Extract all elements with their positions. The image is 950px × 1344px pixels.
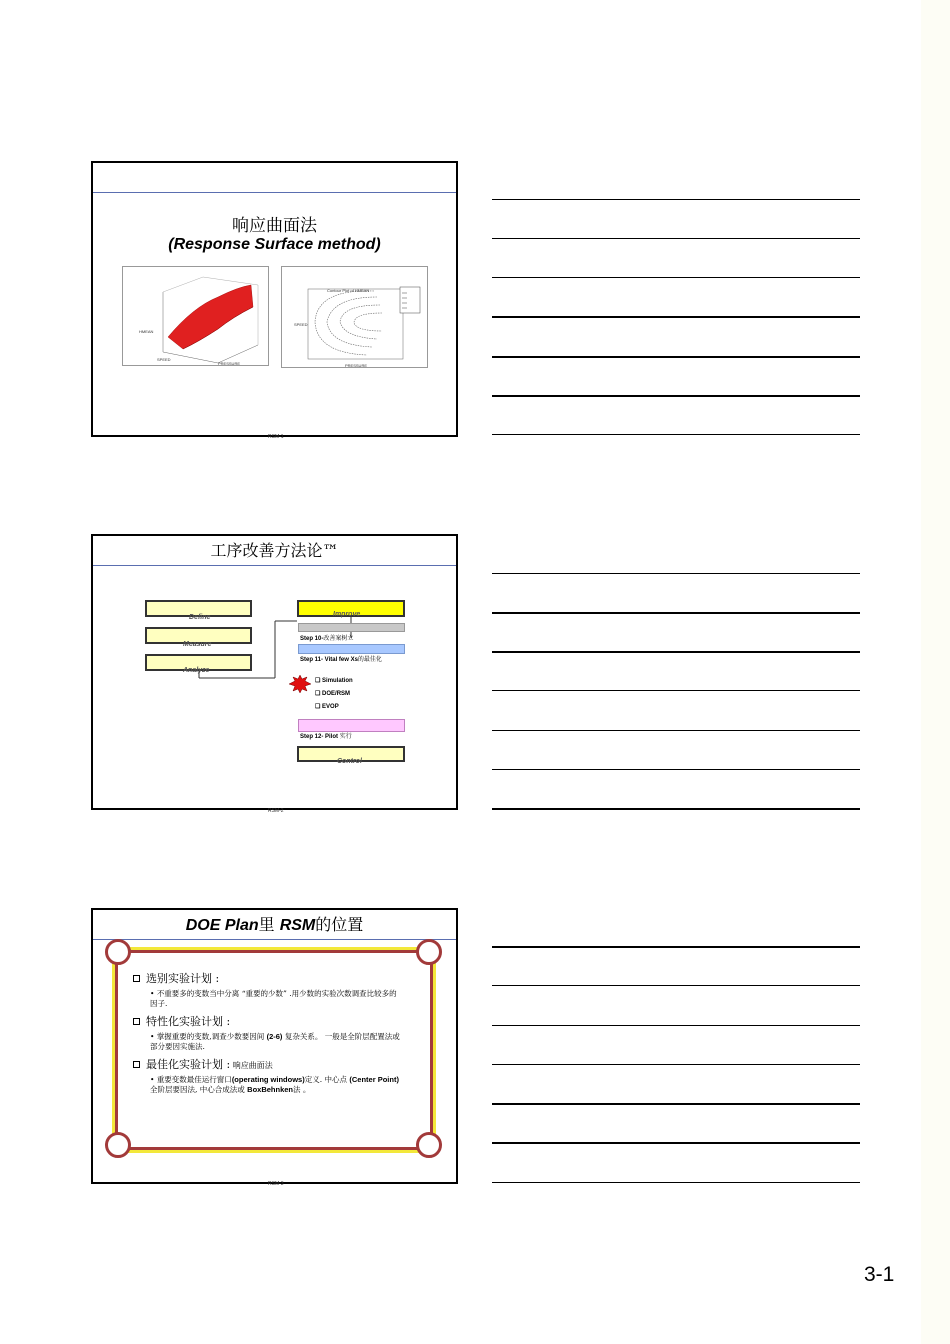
note-line xyxy=(492,690,860,691)
measure-label: Measure xyxy=(183,641,212,648)
contour-plot-graphic xyxy=(282,267,427,367)
note-line xyxy=(492,277,860,278)
note-line xyxy=(492,985,860,986)
text-optimization: • 重要变数最佳运行窗口(operating windows)定义. 中心点 (Center Point)全阶层要因法, 中心合成法或 BoxBehnken法 。 xyxy=(150,1075,399,1094)
option-evop: ❑ EVOP xyxy=(315,704,339,710)
option-doe-rsm: ❑ DOE/RSM xyxy=(315,691,351,697)
note-line xyxy=(492,1142,860,1144)
note-line xyxy=(492,1182,860,1183)
improve-label: Improve xyxy=(333,611,361,618)
slide-2-label: RSM-2 xyxy=(268,808,284,814)
frame-corner-br xyxy=(416,1132,442,1158)
note-line xyxy=(492,395,860,397)
note-line xyxy=(492,651,860,653)
page-number: 3-1 xyxy=(864,1263,895,1286)
slide-1 xyxy=(91,161,458,437)
slide-1-header-bar xyxy=(93,163,456,193)
control-label: Control xyxy=(337,758,362,765)
step12-label: Step 12- Pilot 实行 xyxy=(300,733,352,740)
note-line xyxy=(492,808,860,810)
slide-1-title-en: (Response Surface method) xyxy=(168,236,381,253)
slide-1-label: RSM-1 xyxy=(268,434,284,440)
analyze-label: Analyze xyxy=(183,667,210,674)
note-line xyxy=(492,1025,860,1026)
slide-2-title: 工序改善方法论™ xyxy=(93,536,456,566)
step10-bar xyxy=(298,623,405,632)
step10-label: Step 10-改善案树立 xyxy=(300,635,354,642)
slide-3-label: RSM-3 xyxy=(268,1181,284,1187)
surface-x-label: SPEED xyxy=(157,357,171,362)
slide-2 xyxy=(91,534,458,810)
contour-plot xyxy=(281,266,428,368)
checkbox-icon xyxy=(133,1018,140,1025)
step11-label: Step 11- Vital few Xs的最佳化 xyxy=(300,656,382,663)
note-line xyxy=(492,434,860,435)
slide-3-title: DOE Plan里 RSM的位置 xyxy=(93,910,456,940)
step11-bar xyxy=(298,644,405,654)
surface-plot-graphic xyxy=(123,267,268,365)
frame-corner-tr xyxy=(416,939,442,965)
starburst-icon xyxy=(289,675,311,693)
surface-y-label: PRESSURE xyxy=(218,361,241,366)
bullet-characterization: 特性化实验计划 : xyxy=(133,1013,230,1029)
bullet-optimization: 最佳化实验计划 : 响应曲面法 xyxy=(133,1056,273,1072)
page-edge xyxy=(921,0,950,1344)
slide-1-title-cn: 响应曲面法 xyxy=(232,216,317,236)
note-line xyxy=(492,612,860,614)
checkbox-icon xyxy=(133,1061,140,1068)
note-line xyxy=(492,730,860,731)
note-line xyxy=(492,238,860,239)
text-screening: • 不重要多的变数当中分离 “重要的少数” .用少数的实验次数调查比较多的因子. xyxy=(150,989,397,1008)
flow-connectors xyxy=(93,536,456,808)
contour-y-label: SPEED xyxy=(294,322,308,327)
contour-x-label: PRESSURE xyxy=(345,363,368,368)
note-line xyxy=(492,946,860,948)
frame-corner-tl xyxy=(105,939,131,965)
note-line xyxy=(492,199,860,200)
frame-corner-bl xyxy=(105,1132,131,1158)
text-characterization: • 掌握重要的变数,调查少数要因间 (2-6) 复杂关系。 一般是全阶层配置法或部分要因实施法. xyxy=(150,1032,400,1051)
option-simulation: ❑ Simulation xyxy=(315,678,353,684)
note-line xyxy=(492,1064,860,1065)
note-line xyxy=(492,316,860,318)
note-line xyxy=(492,356,860,358)
define-label: Define xyxy=(189,614,211,621)
note-line xyxy=(492,573,860,574)
slide-3 xyxy=(91,908,458,1184)
surface-plot xyxy=(122,266,269,366)
bullet-screening: 选别实验计划 : xyxy=(133,970,219,986)
contour-title: Contour Plot of HMEAN xyxy=(327,288,370,293)
checkbox-icon xyxy=(133,975,140,982)
note-line xyxy=(492,1103,860,1105)
note-line xyxy=(492,769,860,770)
surface-z-label: HMEAN xyxy=(139,329,154,334)
